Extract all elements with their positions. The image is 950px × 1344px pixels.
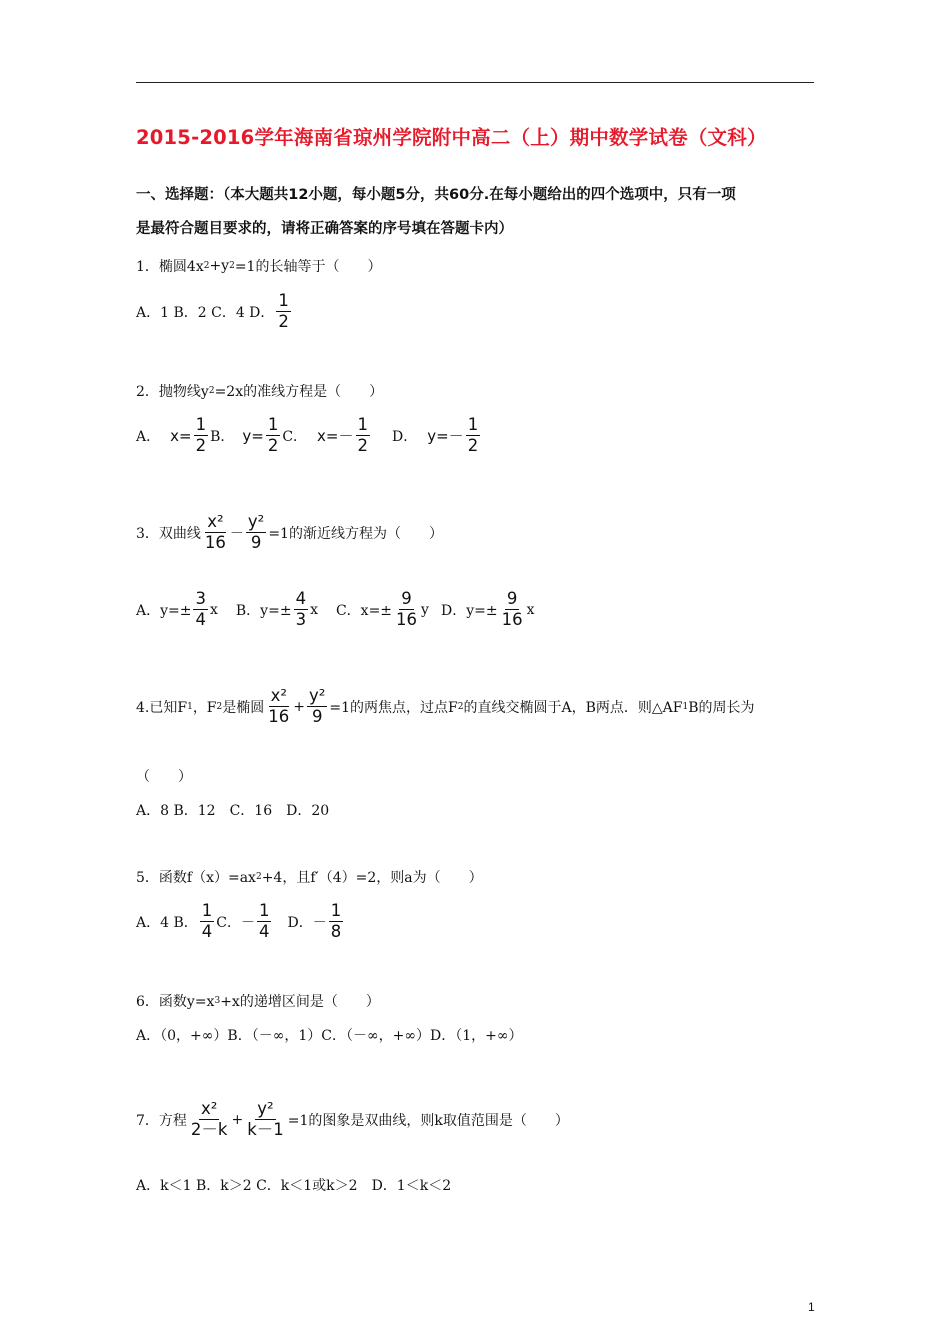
fraction-denominator: 16: [204, 533, 226, 552]
q7-stem: [136, 1100, 569, 1139]
q2-stem-text: 2．抛物线y: [136, 384, 209, 400]
q4-plus-sign: +: [293, 698, 305, 715]
q3-fraction-x: [203, 513, 228, 552]
fraction-denominator: 4: [195, 610, 206, 629]
q3-choice-c-var: y: [421, 601, 429, 618]
fraction-numerator: 1: [330, 901, 342, 920]
q4-stem-text: =1的两焦点，过点F: [329, 699, 458, 716]
q3-stem-text: 3．双曲线: [136, 525, 201, 542]
q4-stem-text: 是椭圆: [222, 699, 265, 716]
q4-stem-text: 的直线交椭圆于A，B两点．则△AF: [463, 699, 683, 716]
q2-choice-a-label: A．: [136, 428, 161, 445]
fraction-numerator: 4: [295, 589, 307, 608]
fraction-numerator: 1: [258, 901, 270, 920]
q2-choice-d-lhs: y=－: [427, 427, 464, 445]
header-rule: [136, 82, 814, 83]
q7-fraction-y: [245, 1100, 286, 1139]
q3-stem: [136, 513, 443, 552]
q4-stem-text: ，F: [192, 699, 217, 716]
section-heading-choice: [136, 178, 816, 246]
q3-choice-c-fraction: [394, 590, 419, 629]
q4-sub: 2: [216, 701, 223, 712]
q4-sub: 1: [682, 701, 689, 712]
q5-choice-c-label: C．－: [216, 914, 255, 931]
q2-sup: 2: [208, 386, 215, 396]
exam-title: 2015-2016学年海南省琼州学院附中高二（上）期中数学试卷（文科）: [136, 126, 767, 149]
q5-stem-text: 5．函数f（x）=ax: [136, 870, 256, 886]
fraction-numerator: x²: [201, 1099, 218, 1118]
fraction-numerator: 3: [195, 589, 206, 608]
q3-choice-b-var: x: [310, 601, 318, 618]
fraction-numerator: 1: [467, 415, 479, 434]
q3-choice-c-label: C．x=±: [335, 602, 393, 619]
fraction-denominator: 8: [330, 922, 342, 941]
q2-choice-a-fraction: [194, 416, 209, 455]
q4-sub: 1: [187, 701, 193, 712]
fraction-denominator: 2: [278, 312, 289, 331]
q3-choice-a-label: A．y=±: [136, 602, 192, 619]
fraction-denominator: 9: [250, 533, 262, 552]
q2-stem: [136, 381, 383, 401]
q6-choices: A．（0，+∞）B．（－∞，1）C．（－∞，+∞）D．（1，+∞）: [136, 1028, 523, 1044]
q2-choice-b-fraction: [266, 416, 281, 455]
q3-choice-b-label: B．y=±: [235, 602, 292, 619]
fraction-denominator: 9: [311, 707, 323, 726]
fraction-numerator: y²: [247, 512, 265, 531]
fraction-numerator: 1: [201, 901, 213, 920]
q3-choice-b-fraction: [294, 590, 309, 629]
q1-stem-text: 1．椭圆4x: [136, 259, 204, 275]
fraction-numerator: 1: [267, 415, 279, 434]
fraction-numerator: 1: [195, 415, 207, 434]
fraction-denominator: 2: [467, 436, 479, 455]
fraction-denominator: k－1: [247, 1120, 284, 1139]
q6-stem: [136, 991, 380, 1011]
q7-fraction-x: [189, 1100, 230, 1139]
q4-stem: [136, 687, 755, 726]
q4-answer-paren: （ ）: [136, 769, 192, 785]
fraction-denominator: 16: [268, 707, 290, 726]
q5-stem: [136, 867, 483, 887]
fraction-denominator: 2－k: [190, 1120, 228, 1139]
q4-choices: A．8 B．12 C．16 D．20: [136, 803, 330, 819]
q7-stem-text: 7．方程: [136, 1112, 187, 1129]
q5-choice-d-label: D．－: [287, 914, 327, 931]
q3-choice-d-fraction: [500, 590, 525, 629]
q4-sub: 2: [457, 701, 464, 712]
q1-stem-text: =1的长轴等于（ ）: [234, 259, 382, 275]
q2-choices: [136, 416, 482, 455]
q1-choice-d-fraction: [276, 292, 291, 331]
q2-choice-d-fraction: [466, 416, 481, 455]
q5-sup: 2: [255, 872, 262, 882]
fraction-denominator: 4: [258, 922, 270, 941]
q3-choice-d-label: D．y=±: [440, 602, 498, 619]
q2-choice-c-fraction: [356, 416, 371, 455]
q6-stem-text: 6．函数y=x: [136, 994, 215, 1010]
q2-choice-d-label: D．: [392, 428, 418, 445]
q3-choice-a-var: x: [209, 601, 218, 618]
q5-choice-c-fraction: [257, 902, 272, 941]
fraction-denominator: 2: [357, 436, 368, 455]
section-heading-line1: 一、选择题：（本大题共12小题，每小题5分，共60分.在每小题给出的四个选项中，只有一项: [136, 187, 736, 203]
q2-choice-b-label: B．: [210, 428, 235, 445]
fraction-denominator: 16: [396, 610, 418, 629]
q4-stem-text: 4.已知F: [136, 699, 188, 716]
q4-fraction-x: [266, 687, 291, 726]
q5-choice-b-fraction: [200, 902, 215, 941]
fraction-denominator: 2: [267, 436, 279, 455]
q6-stem-text: +x的递增区间是（ ）: [220, 994, 380, 1010]
fraction-denominator: 4: [201, 922, 213, 941]
fraction-numerator: 1: [278, 291, 289, 310]
fraction-denominator: 16: [501, 610, 523, 629]
q2-choice-b-lhs: y=: [242, 426, 264, 445]
q2-choice-c-lhs: x=－: [317, 427, 354, 445]
q1-stem-text: +y: [209, 258, 230, 274]
fraction-denominator: 2: [195, 436, 207, 455]
q6-sup: 3: [214, 996, 221, 1006]
fraction-numerator: y²: [257, 1099, 274, 1118]
q5-choice-d-fraction: [329, 902, 344, 941]
q1-choices-text: A．1 B．2 C．4 D．: [136, 304, 275, 321]
q7-choices: A．k＜1 B．k＞2 C．k＜1或k＞2 D．1＜k＜2: [136, 1178, 452, 1194]
q2-choice-c-label: C．: [282, 428, 308, 445]
q3-fraction-y: [246, 513, 266, 552]
fraction-numerator: x²: [207, 512, 224, 531]
q3-choice-d-var: x: [526, 601, 535, 618]
q3-stem-text: =1的渐近线方程为（ ）: [268, 525, 443, 542]
q4-fraction-y: [307, 687, 327, 726]
fraction-numerator: 1: [357, 415, 368, 434]
q5-choices: [136, 902, 345, 941]
fraction-denominator: 3: [295, 610, 307, 629]
fraction-numerator: 9: [401, 589, 412, 608]
q5-choice-ab-label: A．4 B．: [136, 914, 198, 931]
q1-sup: 2: [229, 261, 235, 271]
q4-stem-text: B的周长为: [688, 699, 755, 716]
fraction-numerator: y²: [309, 686, 326, 705]
q3-choice-a-fraction: [193, 590, 208, 629]
fraction-numerator: x²: [270, 686, 287, 705]
q3-choices: [136, 590, 534, 629]
page-number: 1: [808, 1300, 815, 1314]
q2-choice-a-lhs: x=: [170, 426, 192, 445]
q1-sup: 2: [203, 261, 210, 271]
q7-plus-sign: +: [231, 1111, 244, 1128]
section-heading-line2: 是最符合题目要求的，请将正确答案的序号填在答题卡内）: [136, 221, 513, 237]
q7-stem-text: =1的图象是双曲线，则k取值范围是（ ）: [287, 1112, 569, 1129]
q2-stem-text: =2x的准线方程是（ ）: [214, 384, 384, 400]
q5-stem-text: +4，且f′（4）=2，则a为（ ）: [261, 870, 483, 886]
q1-stem: [136, 256, 381, 276]
fraction-numerator: 9: [506, 589, 518, 608]
q1-choices: [136, 292, 293, 331]
q3-minus-sign: －: [229, 525, 244, 542]
